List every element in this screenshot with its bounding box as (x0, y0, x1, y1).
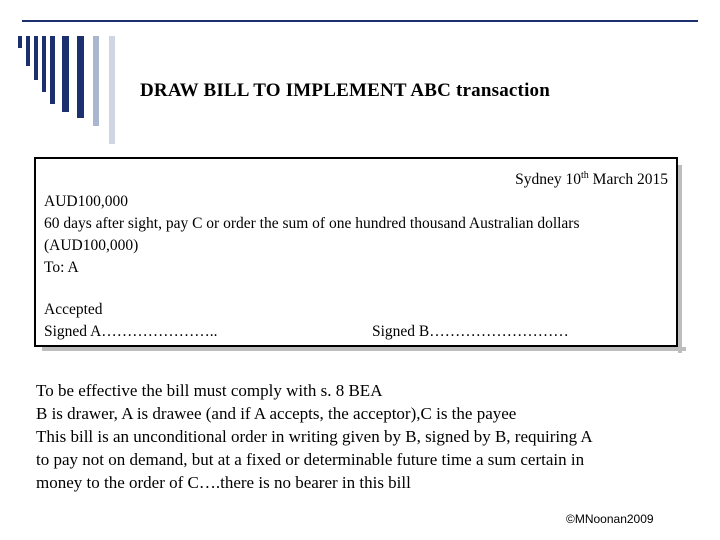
bill-order-line-2: (AUD100,000) (44, 237, 139, 254)
bill-shadow-bottom (42, 347, 686, 351)
bar-8 (93, 36, 99, 126)
slide-title-tail: transaction (456, 80, 551, 101)
note-line: money to the order of C….there is no bearer in this bill (36, 473, 411, 492)
note-line: This bill is an unconditional order in writing given by B, signed by B, requiring A (36, 427, 593, 446)
bill-of-exchange (34, 157, 678, 347)
bar-5 (50, 36, 55, 104)
bar-6 (62, 36, 69, 112)
bill-accepted: Accepted (44, 301, 103, 318)
bill-signature-b: Signed B……………………… (372, 323, 569, 340)
bar-9 (109, 36, 115, 144)
bar-3 (34, 36, 38, 80)
note-line: to pay not on demand, but at a fixed or determinable future time a sum certain in (36, 450, 585, 469)
header-rule (22, 20, 698, 22)
explanatory-notes (36, 379, 700, 494)
bill-date: Sydney 10th March 2015 (515, 169, 668, 188)
bill-order-line-1: 60 days after sight, pay C or order the sum of one hundred thousand Australian dollars (44, 215, 580, 232)
note-line: B is drawer, A is drawee (and if A accepts, the acceptor),C is the payee (36, 404, 517, 423)
slide-title (140, 80, 700, 102)
copyright-footer: ©MNoonan2009 (566, 512, 654, 526)
note-line: To be effective the bill must comply with s. 8 BEA (36, 381, 383, 400)
bar-4 (42, 36, 46, 92)
decorative-bars (18, 36, 128, 146)
bill-amount: AUD100,000 (44, 193, 128, 210)
bill-signature-a: Signed A………………….. (44, 323, 218, 340)
bar-1 (18, 36, 22, 48)
bar-7 (77, 36, 84, 118)
slide-title-main: DRAW BILL TO IMPLEMENT ABC (140, 80, 452, 101)
bar-2 (26, 36, 30, 66)
bill-drawee: To: A (44, 259, 79, 276)
bill-shadow-right (678, 165, 682, 353)
